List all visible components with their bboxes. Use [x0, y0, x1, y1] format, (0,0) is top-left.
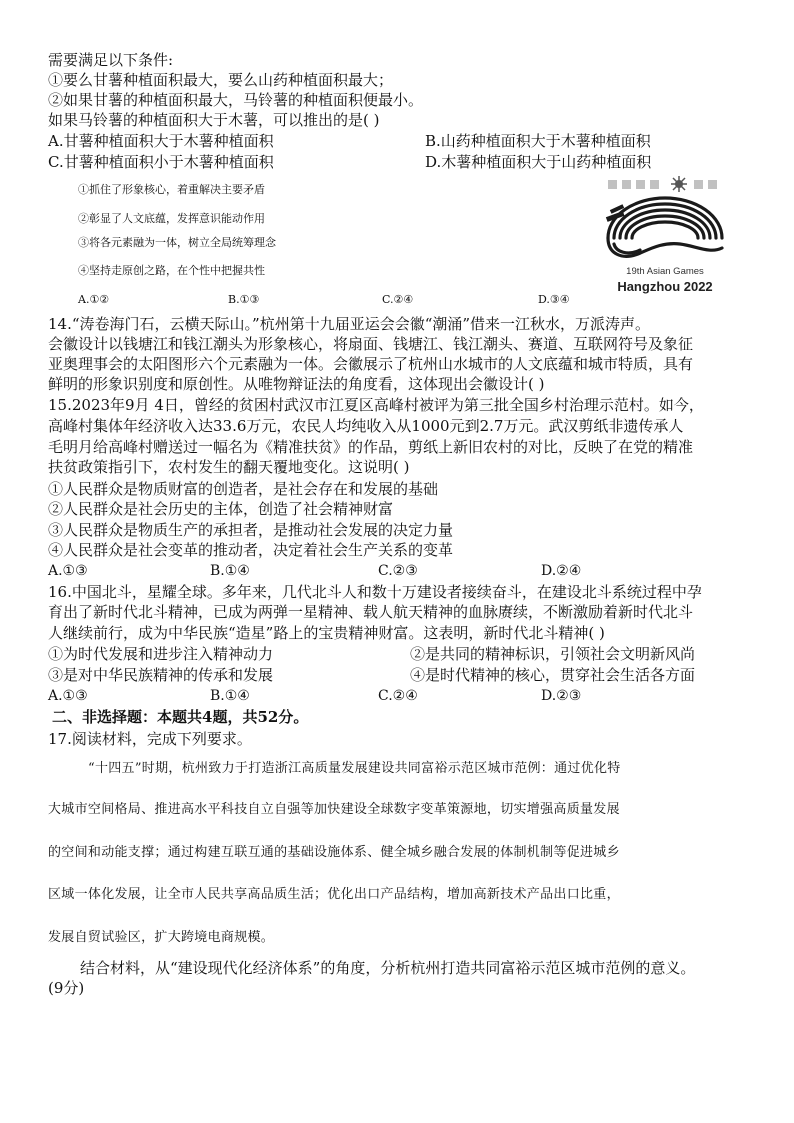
q16-statement-2: ②是共同的精神标识，引领社会文明新风尚 — [410, 645, 696, 663]
q15-line-2: 高峰村集体年经济收入达33.6万元，农民人均纯收入从1000元到2.7万元。武汉剪纸非遗传承人 — [48, 417, 684, 435]
q16-statement-3: ③是对中华民族精神的传承和发展 — [48, 666, 274, 684]
q13-condition-1: ①要么甘薯种植面积最大，要么山药种植面积最大； — [48, 71, 394, 89]
q15-line-1: 15.2023年9月 4日，曾经的贫困村武汉市江夏区高峰村被评为第三批全国乡村治理示范村。如今， — [48, 396, 704, 414]
q14-option-c: C.②④ — [382, 293, 414, 306]
q17-task: 结合材料，从“建设现代化经济体系”的角度，分析杭州打造共同富裕示范区城市范例的意义。 — [80, 959, 696, 977]
q16-line-2: 育出了新时代北斗精神，已成为两弹一星精神、载人航天精神的血脉赓续，不断激励着新时代北斗 — [48, 603, 694, 621]
q14-line-3: 亚奥理事会的太阳图形六个元素融为一体。会徽展示了杭州山水城市的人文底蕴和城市特质，具有 — [48, 355, 694, 373]
q14-line-2: 会徽设计以钱塘江和钱江潮头为形象核心，将扇面、钱塘江、钱江潮头、赛道、互联网符号及象征 — [48, 335, 694, 353]
section-2-heading: 二、非选择题：本题共4题，共52分。 — [52, 708, 309, 726]
q15-option-a: A.①③ — [48, 563, 88, 579]
logo-line-1: 19th Asian Games — [626, 266, 704, 277]
q17-material-line-5: 发展自贸试验区，扩大跨境电商规模。 — [48, 930, 275, 945]
q16-statement-1: ①为时代发展和进步注入精神动力 — [48, 645, 274, 663]
q13-option-d: D.木薯种植面积大于山药种植面积 — [425, 153, 652, 171]
q13-option-c: C.甘薯种植面积小于木薯种植面积 — [48, 153, 274, 171]
q15-line-3: 毛明月给高峰村赠送过一幅名为《精准扶贫》的作品，剪纸上新旧农村的对比，反映了在党的精准 — [48, 438, 694, 456]
q16-option-d: D.②③ — [541, 688, 582, 704]
q14-option-d: D.③④ — [538, 293, 570, 306]
q14-line-4: 鲜明的形象识别度和原创性。从唯物辩证法的角度看，这体现出会徽设计( ) — [48, 375, 545, 393]
q15-statement-3: ③人民群众是物质生产的承担者，是推动社会发展的决定力量 — [48, 521, 454, 539]
q17-intro: 17.阅读材料，完成下列要求。 — [48, 730, 252, 748]
q13-option-a: A.甘薯种植面积大于木薯种植面积 — [48, 132, 274, 150]
q15-option-c: C.②③ — [378, 563, 418, 579]
q16-option-c: C.②④ — [378, 688, 418, 704]
q14-option-b: B.①③ — [228, 293, 260, 306]
q14-statement-1: ①抓住了形象核心，着重解决主要矛盾 — [78, 183, 265, 196]
q13-condition-2: ②如果甘薯的种植面积最大，马铃薯的种植面积便最小。 — [48, 91, 424, 109]
q17-material-line-3: 的空间和动能支撑；通过构建互联互通的基础设施体系、健全城乡融合发展的体制机制等促进城乡 — [48, 845, 620, 860]
q15-statement-1: ①人民群众是物质财富的创造者，是社会存在和发展的基础 — [48, 480, 439, 498]
q15-option-b: B.①④ — [210, 563, 250, 579]
q17-score: (9分) — [48, 979, 85, 997]
q13-intro: 需要满足以下条件: — [48, 51, 174, 69]
q16-option-b: B.①④ — [210, 688, 250, 704]
q14-line-1: 14.“涛卷海门石，云横天际山。”杭州第十九届亚运会会徽“潮涌”借来一江秋水，万派涛声。 — [48, 315, 651, 333]
q16-line-1: 16.中国北斗，星耀全球。多年来，几代北斗人和数十万建设者接续奋斗，在建设北斗系统过程中孕 — [48, 583, 702, 601]
q15-option-d: D.②④ — [541, 563, 582, 579]
q17-material-line-2: 大城市空间格局、推进高水平科技自立自强等加快建设全球数字变革策源地，切实增强高质量发展 — [48, 802, 620, 817]
q16-statement-4: ④是时代精神的核心，贯穿社会生活各方面 — [410, 666, 696, 684]
q13-question: 如果马铃薯的种植面积大于木薯，可以推出的是( ) — [48, 111, 380, 129]
q15-statement-2: ②人民群众是社会历史的主体，创造了社会精神财富 — [48, 500, 394, 518]
tide-emblem-icon — [600, 174, 730, 299]
q15-statement-4: ④人民群众是社会变革的推动者，决定着社会生产关系的变革 — [48, 541, 454, 559]
q14-statement-4: ④坚持走原创之路，在个性中把握共性 — [78, 264, 265, 277]
q17-material-line-1: “十四五”时期，杭州致力于打造浙江高质量发展建设共同富裕示范区城市范例：通过优化特 — [88, 761, 621, 776]
q14-statement-2: ②彰显了人文底蕴，发挥意识能动作用 — [78, 212, 265, 225]
q16-option-a: A.①③ — [48, 688, 88, 704]
q17-material-line-4: 区域一体化发展，让全市人民共享高品质生活；优化出口产品结构，增加高新技术产品出口比重， — [48, 887, 620, 902]
q14-option-a: A.①② — [78, 293, 110, 306]
q14-statement-3: ③将各元素融为一体，树立全局统筹理念 — [78, 236, 276, 249]
q16-line-3: 人继续前行，成为中华民族“造星”路上的宝贵精神财富。这表明，新时代北斗精神( ) — [48, 624, 605, 642]
q15-line-4: 扶贫政策指引下，农村发生的翻天覆地变化。这说明( ) — [48, 458, 410, 476]
q13-option-b: B.山药种植面积大于木薯种植面积 — [425, 132, 651, 150]
logo-line-2: Hangzhou 2022 — [617, 279, 713, 294]
asian-games-logo — [600, 174, 730, 299]
